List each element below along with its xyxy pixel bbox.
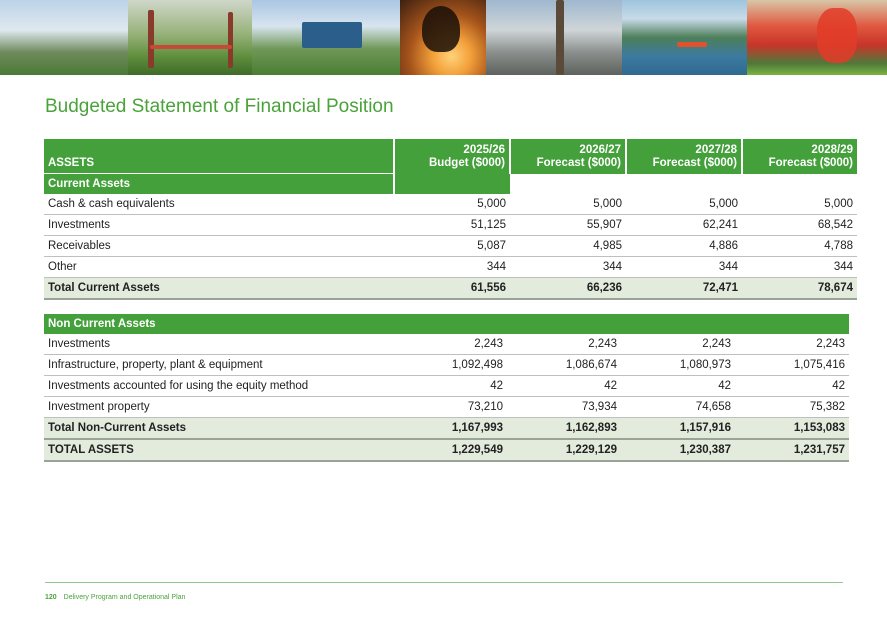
header-col-2027-28: 2027/28 Forecast ($000) [626,139,742,174]
table-row: Investments 51,125 55,907 62,241 68,542 [44,215,857,236]
page-title: Budgeted Statement of Financial Position [45,96,394,117]
page-footer [45,594,185,601]
table-row: Cash & cash equivalents 5,000 5,000 5,000 5,000 [44,194,857,215]
table-row: Investments accounted for using the equity method 42 42 42 42 [44,376,849,397]
banner-photo-kookaburra [400,0,486,75]
header-assets: ASSETS [44,139,394,174]
assets-table-noncurrent [44,314,849,462]
assets-table-current [44,139,857,300]
banner-photo-festival [747,0,887,75]
footer-divider [45,582,843,583]
header-col-2025-26: 2025/26 Budget ($000) [394,139,510,174]
table-row: Infrastructure, property, plant & equipment 1,092,498 1,086,674 1,080,973 1,075,416 [44,355,849,376]
total-row-non-current-assets: Total Non-Current Assets 1,167,993 1,162,893 1,157,916 1,153,083 [44,418,849,440]
banner-photo-dog-agility [128,0,252,75]
banner-photo-outdoor-event [252,0,400,75]
banner-photo-community-centre [0,0,128,75]
total-row-total-assets: TOTAL ASSETS 1,229,549 1,229,129 1,230,387 1,231,757 [44,439,849,461]
banner-photo-street-scene [486,0,622,75]
banner-photo-kayaking [622,0,747,75]
table-row: Investments 2,243 2,243 2,243 2,243 [44,334,849,355]
page-number: 120 [45,594,57,601]
section-heading-current-assets: Current Assets [44,174,857,195]
header-col-2028-29: 2028/29 Forecast ($000) [742,139,857,174]
total-row-current-assets: Total Current Assets 61,556 66,236 72,471 78,674 [44,278,857,300]
table-row: Investment property 73,210 73,934 74,658 75,382 [44,397,849,418]
table-row: Other 344 344 344 344 [44,257,857,278]
photo-banner [0,0,887,75]
table-row: Receivables 5,087 4,985 4,886 4,788 [44,236,857,257]
header-col-2026-27: 2026/27 Forecast ($000) [510,139,626,174]
document-name: Delivery Program and Operational Plan [63,594,186,601]
section-heading-non-current-assets: Non Current Assets [44,314,849,334]
